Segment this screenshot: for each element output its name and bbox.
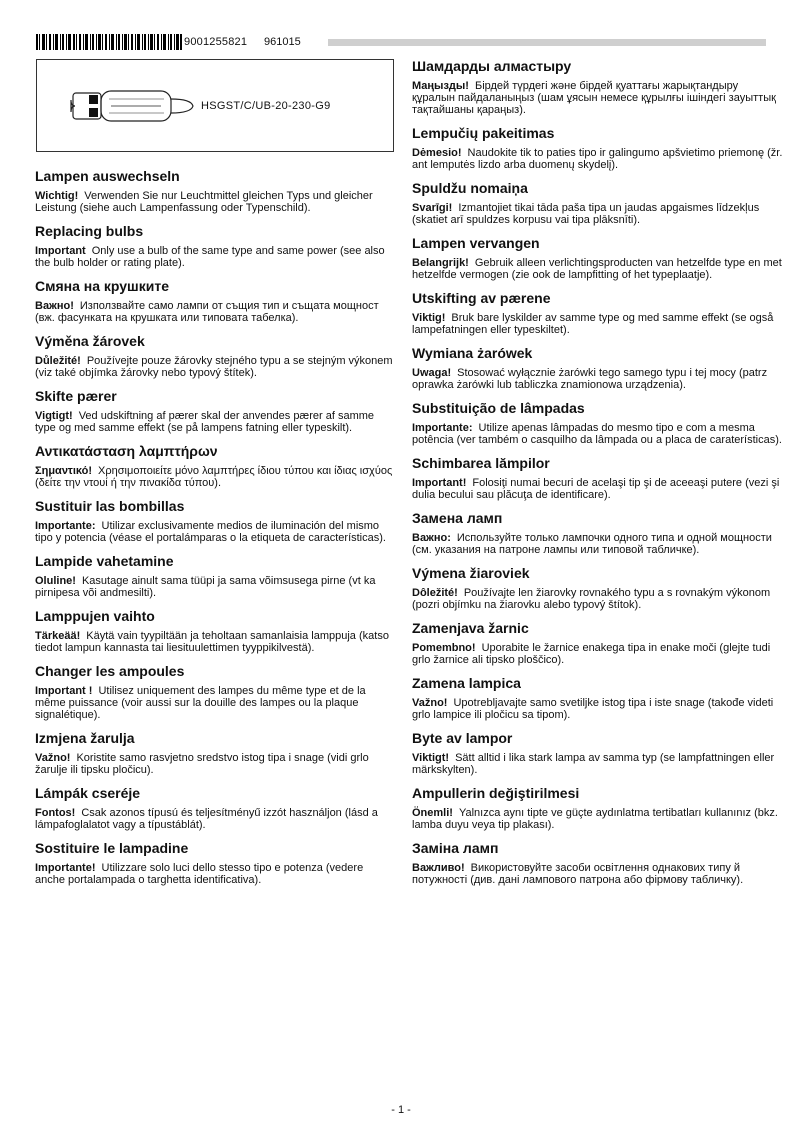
section-heading: Izmjena žarulja — [35, 730, 135, 746]
section-label: Important — [35, 245, 86, 257]
section-heading: Sustituir las bombillas — [35, 498, 185, 514]
header-rule — [328, 39, 766, 46]
page-number: - 1 - — [391, 1104, 411, 1116]
section-label: Importante! — [35, 862, 96, 874]
section-text: Bruk bare lyskilder av samme type og med samme effekt (se også lampefatningen eller typeskiltet). — [412, 312, 774, 336]
section-text: Koristite samo rasvjetno sredstvo istog tipa i snage (vidi grlo žarulje ili tipsku pločicu). — [35, 752, 369, 776]
section-text: Uporabite le žarnice enakega tipa in enake moči (glejte tudi grlo žarnice ali tipsko ploščico). — [412, 642, 771, 666]
section-text: Používejte pouze žárovky stejného typu a se stejným výkonem (viz také objímka žárovky nebo typový štítek). — [35, 355, 393, 379]
section-en — [35, 223, 395, 269]
section-heading: Lampen auswechseln — [35, 168, 180, 184]
barcode-icon — [36, 34, 182, 50]
section-ro — [412, 455, 784, 501]
section-heading: Lámpák cseréje — [35, 785, 141, 801]
section-ru — [412, 510, 784, 556]
section-label: Importante: — [35, 520, 96, 532]
section-heading: Výmena žiaroviek — [412, 565, 530, 581]
document-code: 961015 — [264, 36, 301, 48]
section-heading: Changer les ampoules — [35, 663, 185, 679]
section-heading: Замена ламп — [412, 510, 503, 526]
section-text: Utilisez uniquement des lampes du même type et de la même puissance (voir aussi sur la douille des lampes ou la plaque signalétique). — [35, 685, 366, 721]
section-heading: Lampide vahetamine — [35, 553, 174, 569]
section-label: Важливо! — [412, 862, 465, 874]
section-text: Stosować wyłącznie żarówki tego samego typu i tej mocy (patrz oprawka żarówki lub tabliczka znamionowa urządzenia). — [412, 367, 768, 391]
section-cs — [35, 333, 395, 379]
section-nl — [412, 235, 784, 281]
g9-bulb-icon — [69, 79, 199, 133]
section-text: Використовуйте засоби освітлення однакових типу й потужності (див. дані лампового патрона або фірмову табличку). — [412, 862, 744, 886]
section-hu — [35, 785, 395, 831]
section-text: Izmantojiet tikai tāda paša tipa un jaudas apgaismes līdzekļus (skatiet arī spuldzes korpusu vai tipa plāksnīti). — [412, 202, 760, 226]
section-heading: Wymiana żarówek — [412, 345, 533, 361]
section-bg — [35, 278, 395, 324]
section-text: Utilize apenas lâmpadas do mesmo tipo e com a mesma potência (ver também o casquilho da lâmpada ou a placa de caraterísticas). — [412, 422, 782, 446]
section-heading: Zamena lampica — [412, 675, 521, 691]
section-text: Gebruik alleen verlichtingsproducten van hetzelfde type en met hetzelfde vermogen (zie ook de lampfitting of het typeplaatje). — [412, 257, 782, 281]
section-heading: Заміна ламп — [412, 840, 499, 856]
section-hr — [35, 730, 395, 776]
section-et — [35, 553, 395, 599]
section-heading: Sostituire le lampadine — [35, 840, 189, 856]
section-da — [35, 388, 395, 434]
page-header — [36, 34, 766, 52]
section-label: Viktig! — [412, 312, 446, 324]
section-heading: Utskifting av pærene — [412, 290, 551, 306]
section-heading: Lempučių pakeitimas — [412, 125, 555, 141]
section-heading: Replacing bulbs — [35, 223, 144, 239]
section-no — [412, 290, 784, 336]
section-sl — [412, 620, 784, 666]
section-label: Σημαντικό! — [35, 465, 93, 477]
section-heading: Byte av lampor — [412, 730, 513, 746]
section-label: Važno! — [35, 752, 71, 764]
section-heading: Substituição de lâmpadas — [412, 400, 585, 416]
section-heading: Ampullerin değiştirilmesi — [412, 785, 580, 801]
section-text: Използвайте само лампи от същия тип и същата мощност (вж. фасунката на крушката или типовата табелка). — [35, 300, 379, 324]
section-heading: Výměna žárovek — [35, 333, 145, 349]
section-text: Verwenden Sie nur Leuchtmittel gleichen Typs und gleicher Leistung (siehe auch Lampenfassung oder Typenschild). — [35, 190, 373, 214]
section-heading: Zamenjava žarnic — [412, 620, 529, 636]
section-uk — [412, 840, 784, 886]
section-es — [35, 498, 395, 544]
section-it — [35, 840, 395, 886]
section-text: Yalnızca aynı tipte ve güçte aydınlatma tertibatları kullanınız (bkz. lamba duyu veya tip plakası). — [412, 807, 778, 831]
section-tr — [412, 785, 784, 831]
section-heading: Αντικατάσταση λαμπτήρων — [35, 443, 218, 459]
section-heading: Spuldžu nomaiņa — [412, 180, 528, 196]
section-text: Бірдей түрдегі және бірдей қуаттағы жарықтандыру құралын пайдаланыңыз (шам ұясын немесе құрылғы ішіндегі зауыттық тақтайшаны қараңыз). — [412, 80, 776, 116]
section-text: Používajte len žiarovky rovnakého typu a s rovnakým výkonom (pozri objímku na žiarovku alebo typový štítok). — [412, 587, 771, 611]
section-pl — [412, 345, 784, 391]
section-label: Важно! — [35, 300, 74, 312]
section-text: Utilizar exclusivamente medios de iluminación del mismo tipo y potencia (véase el portalámparas o la etiqueta de características). — [35, 520, 386, 544]
section-lv — [412, 180, 784, 226]
section-text: Utilizzare solo luci dello stesso tipo e potenza (vedere anche portalampada o targhetta identificativa). — [35, 862, 364, 886]
section-heading: Skifte pærer — [35, 388, 117, 404]
section-label: Důležité! — [35, 355, 81, 367]
section-text: Используйте только лампочки одного типа и одной мощности (см. указания на патроне лампы или типовой табличке). — [412, 532, 772, 556]
section-label: Pomembno! — [412, 642, 476, 654]
barcode-number: 9001255821 — [184, 36, 248, 48]
section-label: Vigtigt! — [35, 410, 73, 422]
section-label: Viktigt! — [412, 752, 450, 764]
section-text: Χρησιμοποιείτε μόνο λαμπτήρες ίδιου τύπου και ίδιας ισχύος (δείτε την ντουί ή την πινακίδα τύπου). — [35, 465, 393, 489]
section-fi — [35, 608, 395, 654]
section-label: Важно: — [412, 532, 451, 544]
section-text: Ved udskiftning af pærer skal der anvendes pærer af samme type og med samme effekt (se på lampens fatning eller typeskilt). — [35, 410, 375, 434]
section-text: Kasutage ainult sama tüüpi ja sama võimsusega pirne (vt ka pirnipesa või andmesilti). — [35, 575, 376, 599]
section-label: Wichtig! — [35, 190, 79, 202]
product-illustration — [36, 59, 394, 152]
section-label: Önemli! — [412, 807, 453, 819]
instructions-left-column — [35, 168, 395, 928]
section-text: Sätt alltid i lika stark lampa av samma typ (se lampfattningen eller märkskylten). — [412, 752, 775, 776]
section-text: Upotrebljavajte samo svetiljke istog tipa i iste snage (takođe videti grlo lampice ili pločicu sa tipom). — [412, 697, 774, 721]
section-sv — [412, 730, 784, 776]
section-heading: Шамдарды алмастыру — [412, 58, 572, 74]
section-heading: Schimbarea lămpilor — [412, 455, 550, 471]
instructions-right-column — [412, 58, 784, 898]
section-kk — [412, 58, 784, 116]
section-de — [35, 168, 395, 214]
section-text: Only use a bulb of the same type and same power (see also the bulb holder or rating plate). — [35, 245, 385, 269]
section-label: Uwaga! — [412, 367, 452, 379]
section-text: Naudokite tik to paties tipo ir galingumo apšvietimo priemonę (žr. ant lemputės lizdo arba duomenų skydelį). — [412, 147, 783, 171]
section-lt — [412, 125, 784, 171]
section-label: Important ! — [35, 685, 93, 697]
section-heading: Смяна на крушките — [35, 278, 169, 294]
section-label: Importante: — [412, 422, 473, 434]
section-el — [35, 443, 395, 489]
section-label: Fontos! — [35, 807, 76, 819]
section-label: Dôležité! — [412, 587, 458, 599]
section-label: Tärkeää! — [35, 630, 81, 642]
product-model: HSGST/C/UB-20-230-G9 — [201, 100, 331, 112]
section-text: Käytä vain tyypiltään ja teholtaan samanlaisia lamppuja (katso tiedot lampun kannasta tai liesituulettimen tyyppikilvestä). — [35, 630, 389, 654]
section-label: Oluline! — [35, 575, 76, 587]
section-sr — [412, 675, 784, 721]
section-label: Svarīgi! — [412, 202, 453, 214]
section-pt — [412, 400, 784, 446]
section-text: Csak azonos típusú és teljesítményű izzót használjon (lásd a lámpafoglalatot vagy a típustáblát). — [35, 807, 378, 831]
section-heading: Lampen vervangen — [412, 235, 540, 251]
section-fr — [35, 663, 395, 721]
section-text: Folosiţi numai becuri de acelaşi tip şi de aceeaşi putere (vezi şi dulia becului sau plăcuţa de identificare). — [412, 477, 780, 501]
section-label: Маңызды! — [412, 80, 469, 92]
section-label: Važno! — [412, 697, 448, 709]
section-label: Dėmesio! — [412, 147, 462, 159]
section-label: Important! — [412, 477, 467, 489]
section-heading: Lamppujen vaihto — [35, 608, 155, 624]
section-sk — [412, 565, 784, 611]
section-label: Belangrijk! — [412, 257, 469, 269]
